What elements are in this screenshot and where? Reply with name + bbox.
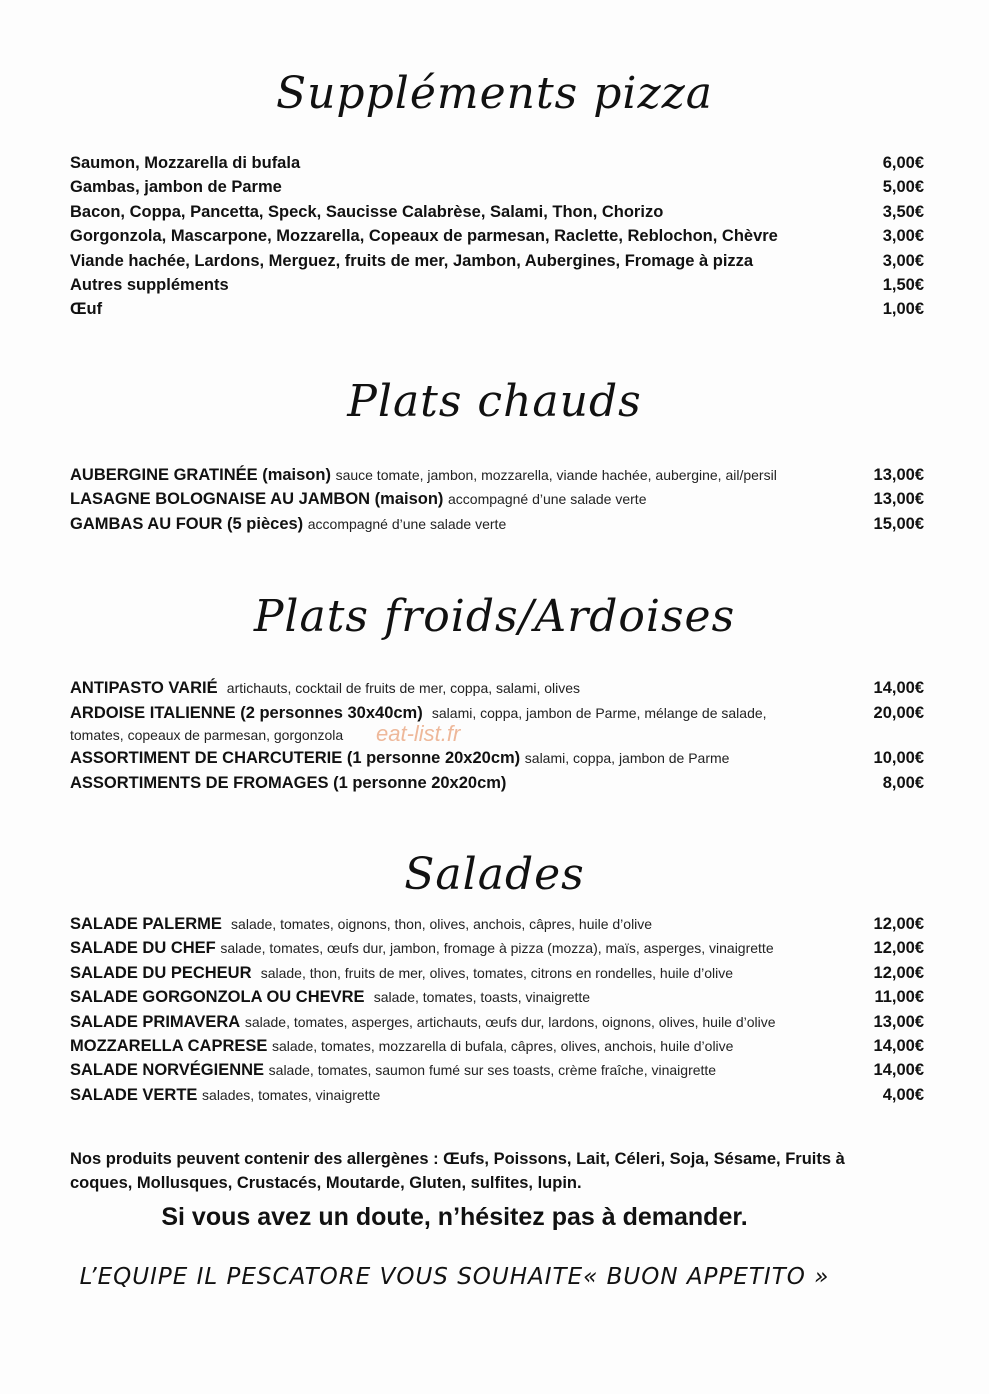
- list-item: [70, 936, 924, 960]
- list-item: [70, 985, 924, 1009]
- item-price: 14,00€: [873, 679, 924, 697]
- item-price: 3,00€: [882, 251, 924, 270]
- item-description: salami, coppa, jambon de Parme: [524, 750, 730, 767]
- item-price: 8,00€: [882, 773, 924, 792]
- list-item: [70, 512, 924, 536]
- item-description: sauce tomate, jambon, mozzarella, viande hachée, aubergine, ail/persil: [335, 467, 777, 483]
- list-item: [70, 912, 924, 936]
- list-item: [70, 200, 924, 224]
- hot-dishes-title: Plats chauds: [347, 376, 642, 427]
- item-name: SALADE DU CHEF: [70, 939, 216, 958]
- item-price: 14,00€: [873, 1061, 924, 1080]
- item-price: 12,00€: [873, 915, 924, 933]
- list-item: [70, 224, 924, 248]
- salads-list: [70, 912, 924, 1107]
- closing-message: L’EQUIPE IL PESCATORE VOUS SOUHAITE« BUON APPETITO »: [79, 1264, 830, 1290]
- item-description: salami, coppa, jambon de Parme, mélange de salade, tomates, copeaux de parmesan, gorgonzola: [70, 705, 767, 744]
- item-name: Œuf: [70, 300, 103, 319]
- item-name: Gambas, jambon de Parme: [70, 178, 282, 197]
- item-name: Bacon, Coppa, Pancetta, Speck, Saucisse Calabrèse, Salami, Thon, Chorizo: [70, 202, 664, 221]
- item-description: salades, tomates, vinaigrette: [202, 1086, 381, 1103]
- list-item: [70, 1058, 924, 1082]
- list-item: [70, 249, 924, 273]
- list-item: [70, 151, 924, 175]
- list-item: [70, 1034, 924, 1058]
- item-price: 3,50€: [882, 202, 924, 221]
- item-name: SALADE GORGONZOLA OU CHEVRE: [70, 988, 365, 1007]
- item-name: SALADE VERTE: [70, 1085, 198, 1104]
- item-name: SALADE PALERME: [70, 915, 222, 933]
- list-item: [70, 463, 924, 487]
- supplements-title: Suppléments pizza: [275, 68, 714, 119]
- item-price: 20,00€: [873, 704, 924, 723]
- hot-dishes-list: [70, 463, 924, 536]
- item-description: salade, thon, fruits de mer, olives, tomates, citrons en rondelles, huile d’olive: [260, 964, 734, 981]
- list-item: [70, 746, 924, 770]
- list-item: [70, 1083, 924, 1107]
- cold-dishes-title: Plats froids/Ardoises: [253, 591, 736, 642]
- item-description: salade, tomates, mozzarella di bufala, câpres, olives, anchois, huile d’olive: [271, 1037, 734, 1054]
- item-price: 1,50€: [882, 275, 924, 294]
- item-name: ASSORTIMENT DE CHARCUTERIE (1 personne 20x20cm): [70, 749, 521, 768]
- item-name: Gorgonzola, Mascarpone, Mozzarella, Copeaux de parmesan, Raclette, Reblochon, Chèvre: [70, 227, 778, 246]
- item-description: accompagné d’une salade verte: [307, 515, 507, 532]
- list-item: [70, 297, 924, 321]
- cold-dishes-list: [70, 676, 924, 795]
- list-item: [70, 961, 924, 985]
- item-price: 6,00€: [882, 154, 924, 172]
- item-description: salade, tomates, asperges, artichauts, œufs dur, lardons, oignons, olives, huile d’olive: [244, 1013, 776, 1030]
- watermark-text: eat-list.fr: [376, 721, 461, 746]
- item-name: SALADE PRIMAVERA: [70, 1012, 241, 1031]
- item-price: 4,00€: [882, 1085, 924, 1104]
- item-price: 1,00€: [882, 300, 924, 319]
- item-name: ASSORTIMENTS DE FROMAGES (1 personne 20x20cm): [70, 773, 507, 792]
- item-name: AUBERGINE GRATINÉE (maison): [70, 466, 331, 484]
- item-name: Viande hachée, Lardons, Merguez, fruits de mer, Jambon, Aubergines, Fromage à pizza: [70, 251, 754, 270]
- item-name: Autres suppléments: [70, 275, 229, 294]
- item-price: 5,00€: [882, 178, 924, 197]
- item-description: artichauts, cocktail de fruits de mer, coppa, salami, olives: [226, 680, 581, 696]
- item-name: SALADE DU PECHEUR: [70, 963, 252, 982]
- item-name: Saumon, Mozzarella di bufala: [70, 154, 301, 172]
- item-price: 12,00€: [873, 939, 924, 958]
- salads-title: Salades: [404, 849, 585, 900]
- supplements-list: [70, 151, 924, 322]
- list-item: [70, 771, 924, 795]
- list-item: [70, 1010, 924, 1034]
- item-description: salade, tomates, toasts, vinaigrette: [373, 989, 591, 1006]
- list-item: [70, 487, 924, 511]
- list-item: [70, 175, 924, 199]
- item-name: ANTIPASTO VARIÉ: [70, 679, 218, 697]
- item-price: 14,00€: [873, 1036, 924, 1055]
- item-price: 13,00€: [873, 466, 924, 484]
- ask-staff-notice: Si vous avez un doute, n’hésitez pas à demander.: [161, 1203, 748, 1231]
- allergens-notice: Nos produits peuvent contenir des allergènes : Œufs, Poissons, Lait, Céleri, Soja, Sésame, Fruits à coques, Mollusques, Crustacés, Moutarde, Gluten, sulfites, lupin.: [70, 1150, 845, 1192]
- list-item: [70, 676, 924, 700]
- list-item: [70, 273, 924, 297]
- item-description: accompagné d’une salade verte: [448, 491, 647, 508]
- item-price: 11,00€: [874, 988, 924, 1007]
- item-name: LASAGNE BOLOGNAISE AU JAMBON (maison): [70, 490, 444, 509]
- item-name: GAMBAS AU FOUR (5 pièces): [70, 514, 304, 533]
- item-description: salade, tomates, œufs dur, jambon, fromage à pizza (mozza), maïs, asperges, vinaigrette: [220, 940, 774, 957]
- item-price: 15,00€: [873, 514, 924, 533]
- item-price: 13,00€: [873, 1012, 924, 1031]
- item-price: 12,00€: [873, 963, 924, 982]
- item-price: 3,00€: [882, 227, 924, 246]
- item-price: 13,00€: [873, 490, 924, 509]
- item-price: 10,00€: [873, 749, 924, 768]
- item-name: MOZZARELLA CAPRESE: [70, 1036, 268, 1055]
- item-description: salade, tomates, saumon fumé sur ses toasts, crème fraîche, vinaigrette: [268, 1062, 717, 1079]
- item-name: ARDOISE ITALIENNE (2 personnes 30x40cm): [70, 704, 423, 723]
- item-description: salade, tomates, oignons, thon, olives, anchois, câpres, huile d’olive: [231, 916, 653, 932]
- list-item: [70, 702, 924, 746]
- item-name: SALADE NORVÉGIENNE: [70, 1061, 265, 1080]
